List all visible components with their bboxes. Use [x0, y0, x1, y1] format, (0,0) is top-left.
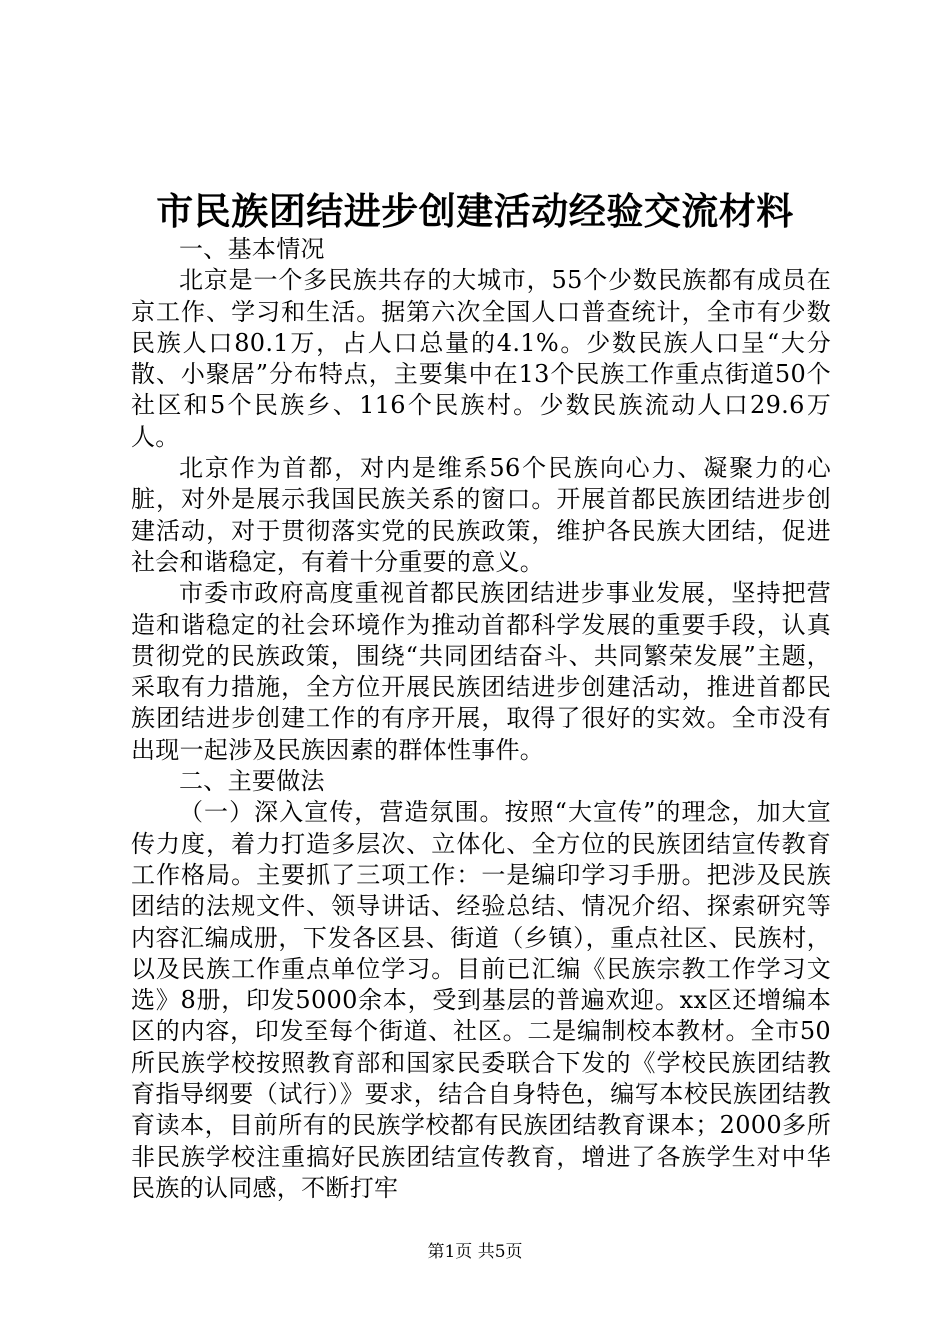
paragraph-publicity: （一）深入宣传，营造氛围。按照“大宣传”的理念，加大宣传力度，着力打造多层次、立体化、全方位的民族团结宣传教育工作格局。主要抓了三项工作：一是编印学习手册。把涉及民族团结的法规文件、领导讲话、经验总结、情况介绍、探索研究等内容汇编成册，下发各区县、街道（乡镇），重点社区、民族村，以及民族工作重点单位学习。目前已汇编《民族宗教工作学习文选》8册，印发5000余本，受到基层的普遍欢迎。xx区还增编本区的内容，印发至每个街道、社区。二是编制校本教材。全市50所民族学校按照教育部和国家民委联合下发的《学校民族团结教育指导纲要（试行）》要求，结合自身特色，编写本校民族团结教育读本，目前所有的民族学校都有民族团结教育课本；2000多所非民族学校注重搞好民族团结宣传教育，增进了各族学生对中华民族的认同感，不断打牢 [131, 798, 831, 1202]
section-heading-basic-situation: 一、基本情况 [179, 235, 325, 263]
paragraph-population: 北京是一个多民族共存的大城市，55个少数民族都有成员在京工作、学习和生活。据第六次全国人口普查统计，全市有少数民族人口80.1万，占人口总量的4.1%。少数民族人口呈“大分散、小聚居”分布特点，主要集中在13个民族工作重点街道50个社区和5个民族乡、116个民族村。少数民族流动人口29.6万人。 [131, 266, 831, 451]
page-number-footer: 第1页 共5页 [427, 1242, 523, 1262]
paragraph-government-efforts: 市委市政府高度重视首都民族团结进步事业发展，坚持把营造和谐稳定的社会环境作为推动首都科学发展的重要手段，认真贯彻党的民族政策，围绕“共同团结奋斗、共同繁荣发展”主题，采取有力措施，全方位开展民族团结进步创建活动，推进首都民族团结进步创建工作的有序开展，取得了很好的实效。全市没有出现一起涉及民族因素的群体性事件。 [131, 579, 831, 764]
document-title: 市民族团结进步创建活动经验交流材料 [156, 189, 794, 233]
document-body [131, 234, 831, 1204]
paragraph-capital-role: 北京作为首都，对内是维系56个民族向心力、凝聚力的心脏，对外是展示我国民族关系的窗口。开展首都民族团结进步创建活动，对于贯彻落实党的民族政策，维护各民族大团结，促进社会和谐稳定，有着十分重要的意义。 [131, 454, 831, 576]
section-heading-main-practices: 二、主要做法 [179, 767, 325, 796]
